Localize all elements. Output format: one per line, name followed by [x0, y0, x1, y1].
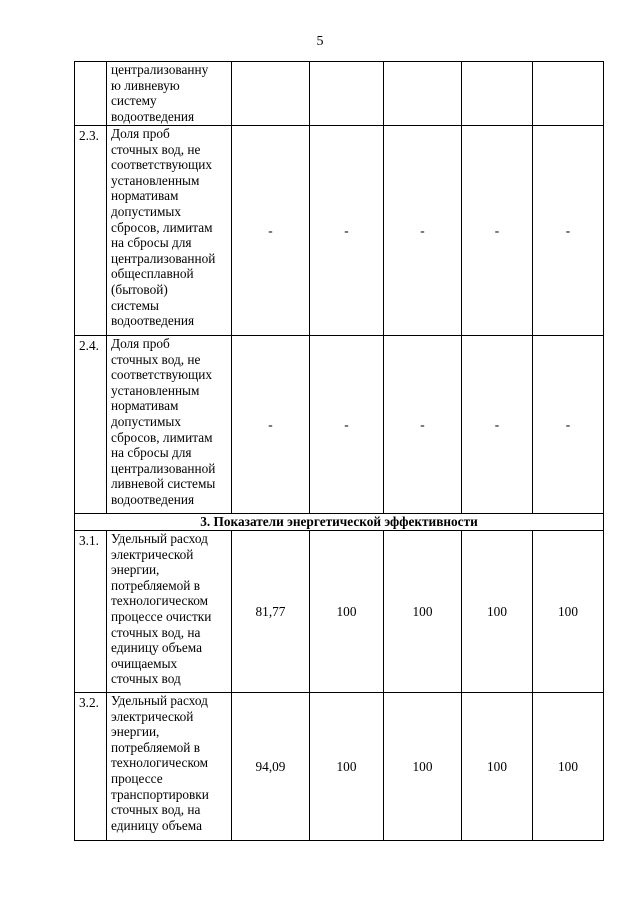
description-line: Удельный расход [111, 693, 208, 708]
description-line: процессе очистки [111, 608, 212, 624]
description-line: ливневой системы [111, 476, 216, 492]
row-number: 2.3. [75, 126, 107, 336]
description-line: водоотведения [111, 491, 195, 507]
description-line: энергии, [111, 562, 160, 578]
table-row [75, 62, 604, 126]
description-line: на сбросы для [111, 235, 192, 251]
table-row [75, 336, 604, 514]
indicator-description [107, 693, 232, 841]
description-line: допустимых [111, 203, 182, 219]
value-cell: 100 [310, 693, 384, 841]
description-line: сточных вод [111, 671, 181, 687]
value-cell: 100 [310, 531, 384, 693]
value-cell: - [533, 336, 604, 514]
description-line: сбросов, лимитам [111, 429, 213, 445]
description-line: сточных вод, не [111, 351, 201, 367]
description-line: сточных вод, на [111, 802, 201, 818]
description-line: общесплавной [111, 266, 194, 282]
description-line: единицу объема [111, 817, 203, 833]
description-line: потребляемой в [111, 577, 200, 593]
description-line: централизованной [111, 250, 216, 266]
description-line: потребляемой в [111, 739, 200, 755]
table-row [75, 693, 604, 841]
description-line: технологическом [111, 593, 209, 609]
description-line: нормативам [111, 398, 179, 414]
value-cell: - [533, 126, 604, 336]
row-number: 3.2. [75, 693, 107, 841]
value-cell: - [384, 336, 462, 514]
description-line: централизованну [111, 62, 209, 77]
description-line: соответствующих [111, 367, 213, 383]
value-cell: 100 [462, 531, 533, 693]
row-number: 3.1. [75, 531, 107, 693]
value-cell: - [232, 126, 310, 336]
description-line: Удельный расход [111, 531, 208, 546]
indicators-table [74, 61, 604, 841]
description-line: сточных вод, не [111, 141, 201, 157]
description-line: энергии, [111, 724, 160, 740]
description-line: (бытовой) [111, 281, 168, 297]
description-line: электрической [111, 546, 194, 562]
description-line: технологическом [111, 755, 209, 771]
row-number: 2.4. [75, 336, 107, 514]
description-line: нормативам [111, 188, 179, 204]
description-line: систему [111, 93, 157, 109]
table-row [75, 126, 604, 336]
value-cell: 100 [384, 531, 462, 693]
value-cell: - [384, 126, 462, 336]
value-cell: 100 [462, 693, 533, 841]
indicator-description [107, 336, 232, 514]
description-line: водоотведения [111, 108, 195, 124]
section-header-row [75, 514, 604, 531]
indicator-description [107, 531, 232, 693]
description-line: на сбросы для [111, 445, 192, 461]
description-line: централизованной [111, 460, 216, 476]
description-line: установленным [111, 172, 200, 188]
description-line: сточных вод, на [111, 624, 201, 640]
value-cell: 100 [533, 531, 604, 693]
description-line: очищаемых [111, 655, 178, 671]
indicator-description [107, 62, 232, 126]
value-cell: - [462, 336, 533, 514]
description-line: установленным [111, 382, 200, 398]
value-cell: 100 [533, 693, 604, 841]
description-line: водоотведения [111, 313, 195, 329]
description-line: соответствующих [111, 157, 213, 173]
description-line: сбросов, лимитам [111, 219, 213, 235]
value-cell: 100 [384, 693, 462, 841]
indicator-description [107, 126, 232, 336]
section-title: 3. Показатели энергетической эффективности [75, 514, 604, 531]
description-line: электрической [111, 708, 194, 724]
row-number-cell [75, 62, 107, 126]
value-cell: 94,09 [232, 693, 310, 841]
page-number: 5 [316, 34, 324, 49]
table-row [75, 531, 604, 693]
description-line: ю ливневую [111, 77, 180, 93]
value-cell: - [232, 336, 310, 514]
description-line: транспортировки [111, 786, 209, 802]
description-line: Доля проб [111, 336, 170, 351]
description-line: допустимых [111, 413, 182, 429]
description-line: Доля проб [111, 126, 170, 141]
description-line: процессе [111, 770, 163, 786]
description-line: системы [111, 297, 159, 313]
description-line: единицу объема [111, 640, 203, 656]
value-cell: - [310, 126, 384, 336]
value-cell: 81,77 [232, 531, 310, 693]
value-cell: - [310, 336, 384, 514]
value-cell: - [462, 126, 533, 336]
